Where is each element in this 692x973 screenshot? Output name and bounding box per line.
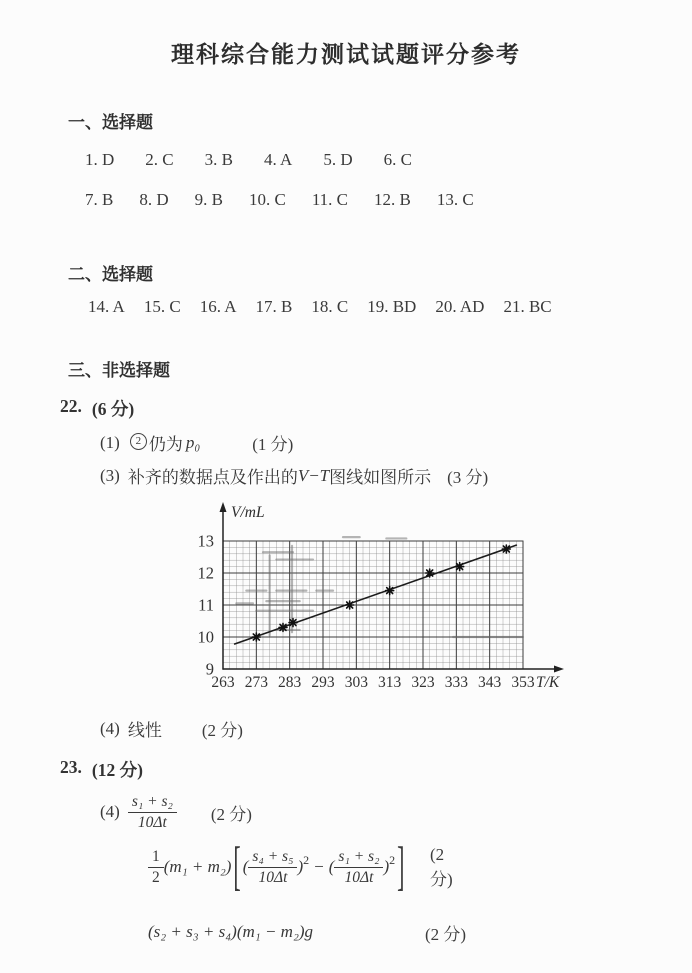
q23-answer-1 <box>100 793 252 832</box>
answer-item: 16. A <box>199 297 237 316</box>
answer-item: 7. B <box>85 190 114 209</box>
q23-answer-3 <box>148 922 648 942</box>
q22-item-4 <box>100 716 243 741</box>
x-tick-label: 263 <box>211 674 235 691</box>
q22-item4-tag: (4) <box>100 718 120 738</box>
data-point-asterisk <box>346 601 354 609</box>
q23-answer2-score: (2 分) <box>430 844 453 889</box>
q23-answer3-score: (2 分) <box>425 924 467 944</box>
answer-item: 5. D <box>323 150 353 169</box>
data-point-asterisk <box>426 569 434 577</box>
q22-item3-vt: V−T <box>297 465 330 485</box>
data-point-asterisk <box>279 623 287 631</box>
q22-item3-text-pre: 补齐的数据点及作出的 <box>127 468 298 487</box>
open-paren-1: ( <box>242 857 249 877</box>
y-tick-label: 11 <box>198 595 214 615</box>
q22-item3-tag: (3) <box>100 465 120 485</box>
fraction-s4s5-over-10dt: $\frac{\text{s₄ + s₅}}{10\Delta t}$ <box>248 848 297 887</box>
x-tick-label: 333 <box>444 674 468 691</box>
section1-heading: 一、选择题 <box>68 113 153 132</box>
q22-item1-text: 仍为 <box>148 435 183 454</box>
q23-answer-2 <box>148 835 453 897</box>
answer-row-2 <box>85 190 474 210</box>
fraction-s1s2-over-10dt-2: $\frac{\text{s₁ + s₂}}{10\Delta t}$ <box>334 848 383 887</box>
data-point-asterisk <box>289 619 297 627</box>
answer-item: 15. C <box>143 297 181 316</box>
q22-item1-symbol: p₀ <box>185 432 201 452</box>
question-23-heading <box>60 757 143 782</box>
q22-item4-text: 线性 <box>127 721 162 740</box>
x-tick-label: 353 <box>511 674 535 691</box>
x-tick-label: 273 <box>244 674 268 691</box>
superscript-2b: 2 <box>389 852 396 867</box>
q23-answer3-expression: (s₂ + s₃ + s₄)(m₁ − m₂)g <box>148 922 314 941</box>
answer-item: 10. C <box>248 190 286 209</box>
section3-heading: 三、非选择题 <box>68 361 170 380</box>
answer-item: 9. B <box>194 190 223 209</box>
answer-item: 13. C <box>436 190 474 209</box>
data-point-asterisk <box>456 563 464 571</box>
answer-item: 18. C <box>311 297 349 316</box>
x-tick-label: 303 <box>344 674 368 691</box>
q23-part4-tag: (4) <box>100 802 120 822</box>
y-tick-label: 9 <box>205 659 214 679</box>
question-22-heading <box>60 396 134 421</box>
section2-heading: 二、选择题 <box>68 265 153 284</box>
close-paren-2: ) <box>383 857 390 877</box>
answer-item: 21. BC <box>503 297 552 316</box>
question-23-score: (12 分) <box>91 760 143 780</box>
y-axis-label: V/mL <box>231 504 265 521</box>
x-tick-label: 343 <box>478 674 502 691</box>
circled-2-symbol: 2 <box>130 433 147 450</box>
open-square-bracket: [ <box>233 835 241 897</box>
q22-item3-text-post: 图线如图所示 <box>329 468 432 487</box>
q22-item1-score: (1 分) <box>252 435 294 454</box>
fraction-s1s2-over-10dt: $\frac{\text{s₁ + s₂}}{10\Delta t}$ <box>128 793 177 832</box>
y-tick-label: 10 <box>197 627 214 647</box>
fraction-one-half: $\frac{1}{2}$ <box>148 848 164 887</box>
close-square-bracket: ] <box>397 835 405 897</box>
data-point-asterisk <box>502 545 510 553</box>
answer-item: 14. A <box>88 297 125 316</box>
answer-row-3 <box>88 297 552 317</box>
open-paren-2: ( <box>328 857 335 877</box>
data-point-asterisk <box>252 633 260 641</box>
q22-item3-score: (3 分) <box>447 468 489 487</box>
answer-item: 1. D <box>85 150 115 169</box>
answer-item: 17. B <box>255 297 293 316</box>
question-22-number: 22. <box>60 396 82 416</box>
q22-item4-score: (2 分) <box>201 721 243 740</box>
x-tick-label: 323 <box>411 674 435 691</box>
x-tick-label: 283 <box>278 674 302 691</box>
answer-item: 8. D <box>139 190 169 209</box>
x-axis-label: T/K <box>536 674 560 691</box>
answer-item: 20. AD <box>435 297 485 316</box>
x-tick-label: 313 <box>378 674 402 691</box>
y-axis-arrow <box>220 502 227 512</box>
q22-item-3 <box>100 463 488 488</box>
answer-row-1 <box>85 150 412 170</box>
superscript-2a: 2 <box>303 852 310 867</box>
answer-item: 6. C <box>383 150 412 169</box>
question-22-score: (6 分) <box>91 399 135 419</box>
x-tick-label: 293 <box>311 674 335 691</box>
data-point-asterisk <box>386 587 394 595</box>
q22-item-1 <box>100 430 293 455</box>
y-tick-label: 12 <box>197 563 214 583</box>
coefficient-m1-m2: (m₁ + m₂) <box>163 857 232 877</box>
page-title: 理科综合能力测试试题评分参考 <box>171 41 521 67</box>
q22-item1-tag: (1) <box>100 432 120 452</box>
answer-item: 12. B <box>374 190 411 209</box>
close-paren-1: ) <box>297 857 304 877</box>
answer-item: 19. BD <box>367 297 417 316</box>
answer-item: 4. A <box>263 150 293 169</box>
minus-sign: − <box>314 857 324 877</box>
vt-chart <box>187 497 587 699</box>
question-23-number: 23. <box>60 757 82 777</box>
q23-answer1-score: (2 分) <box>210 804 252 824</box>
answer-item: 3. B <box>204 150 233 169</box>
answer-item: 2. C <box>145 150 174 169</box>
x-axis-arrow <box>554 666 564 673</box>
y-tick-label: 13 <box>197 531 214 551</box>
answer-item: 11. C <box>311 190 349 209</box>
